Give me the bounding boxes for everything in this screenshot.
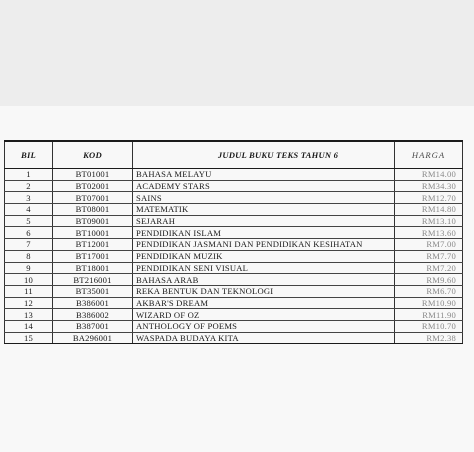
textbook-table <box>4 140 463 344</box>
row-kod: B386002 <box>53 309 133 321</box>
table-row <box>5 320 463 332</box>
row-kod: BT216001 <box>53 274 133 286</box>
row-kod: BT10001 <box>53 227 133 239</box>
table-row <box>5 262 463 274</box>
background-top <box>0 0 474 106</box>
row-kod: BT08001 <box>53 204 133 216</box>
row-bil: 11 <box>5 285 53 297</box>
row-judul: ANTHOLOGY OF POEMS <box>133 320 395 332</box>
row-harga: RM10.70 <box>395 320 463 332</box>
row-harga: RM7.20 <box>395 262 463 274</box>
row-judul: MATEMATIK <box>133 204 395 216</box>
table-row <box>5 274 463 286</box>
row-harga: RM10.90 <box>395 297 463 309</box>
row-harga: RM14.80 <box>395 204 463 216</box>
table-row <box>5 285 463 297</box>
row-kod: BT02001 <box>53 180 133 192</box>
row-bil: 10 <box>5 274 53 286</box>
table-row <box>5 227 463 239</box>
row-judul: SAINS <box>133 192 395 204</box>
row-harga: RM13.10 <box>395 215 463 227</box>
row-kod: BT09001 <box>53 215 133 227</box>
table-row <box>5 215 463 227</box>
table-row <box>5 297 463 309</box>
row-kod: B387001 <box>53 320 133 332</box>
row-judul: REKA BENTUK DAN TEKNOLOGI <box>133 285 395 297</box>
row-harga: RM12.70 <box>395 192 463 204</box>
row-kod: BT17001 <box>53 250 133 262</box>
table-header-row <box>5 141 463 169</box>
row-harga: RM7.70 <box>395 250 463 262</box>
paper-sheet <box>0 106 474 452</box>
table-row <box>5 169 463 181</box>
row-judul: BAHASA ARAB <box>133 274 395 286</box>
row-kod: BT01001 <box>53 169 133 181</box>
header-bil: BIL <box>5 141 53 169</box>
row-harga: RM9.60 <box>395 274 463 286</box>
table-row <box>5 192 463 204</box>
row-judul: WASPADA BUDAYA KITA <box>133 332 395 344</box>
row-harga: RM11.90 <box>395 309 463 321</box>
row-bil: 7 <box>5 239 53 251</box>
row-judul: SEJARAH <box>133 215 395 227</box>
row-judul: PENDIDIKAN JASMANI DAN PENDIDIKAN KESIHATAN <box>133 239 395 251</box>
row-bil: 2 <box>5 180 53 192</box>
header-harga: HARGA <box>395 141 463 169</box>
header-judul: JUDUL BUKU TEKS TAHUN 6 <box>133 141 395 169</box>
row-bil: 3 <box>5 192 53 204</box>
row-bil: 14 <box>5 320 53 332</box>
row-harga: RM14.00 <box>395 169 463 181</box>
table-row <box>5 250 463 262</box>
row-bil: 6 <box>5 227 53 239</box>
row-judul: BAHASA MELAYU <box>133 169 395 181</box>
row-bil: 13 <box>5 309 53 321</box>
row-kod: BT35001 <box>53 285 133 297</box>
row-kod: BT07001 <box>53 192 133 204</box>
row-judul: PENDIDIKAN MUZIK <box>133 250 395 262</box>
row-judul: PENDIDIKAN SENI VISUAL <box>133 262 395 274</box>
table-row <box>5 180 463 192</box>
row-bil: 12 <box>5 297 53 309</box>
table-row <box>5 239 463 251</box>
row-judul: ACADEMY STARS <box>133 180 395 192</box>
row-kod: BT18001 <box>53 262 133 274</box>
header-kod: KOD <box>53 141 133 169</box>
row-kod: B386001 <box>53 297 133 309</box>
table-row <box>5 204 463 216</box>
row-bil: 15 <box>5 332 53 344</box>
row-bil: 4 <box>5 204 53 216</box>
row-harga: RM34.30 <box>395 180 463 192</box>
table-row <box>5 309 463 321</box>
row-harga: RM2.38 <box>395 332 463 344</box>
row-judul: AKBAR'S DREAM <box>133 297 395 309</box>
row-kod: BT12001 <box>53 239 133 251</box>
row-judul: PENDIDIKAN ISLAM <box>133 227 395 239</box>
row-bil: 5 <box>5 215 53 227</box>
textbook-price-list <box>4 140 462 344</box>
row-harga: RM7.00 <box>395 239 463 251</box>
row-harga: RM6.70 <box>395 285 463 297</box>
table-body <box>5 169 463 344</box>
table-row <box>5 332 463 344</box>
row-kod: BA296001 <box>53 332 133 344</box>
row-bil: 9 <box>5 262 53 274</box>
row-bil: 1 <box>5 169 53 181</box>
row-harga: RM13.60 <box>395 227 463 239</box>
row-judul: WIZARD OF OZ <box>133 309 395 321</box>
row-bil: 8 <box>5 250 53 262</box>
